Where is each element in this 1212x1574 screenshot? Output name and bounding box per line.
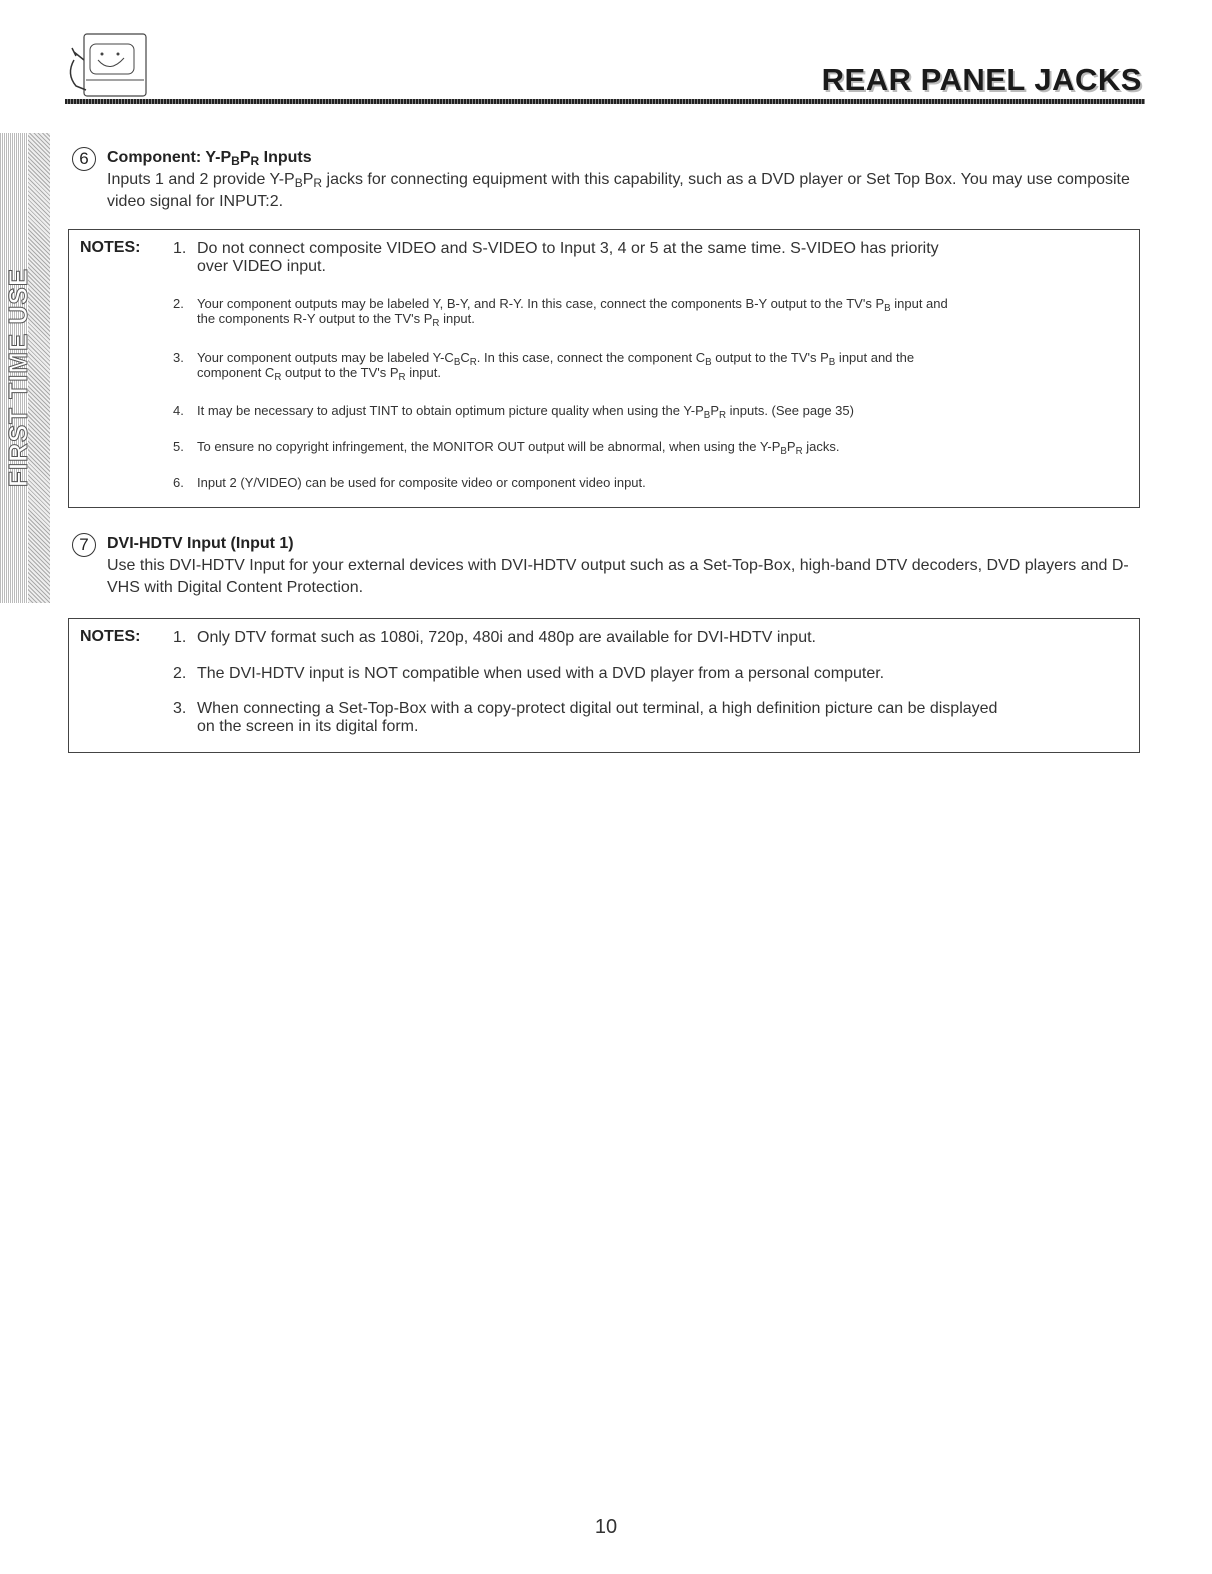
page-number: 10	[594, 1516, 618, 1538]
note-text	[197, 629, 816, 647]
note-item	[173, 439, 1119, 457]
subscript: B	[231, 154, 240, 168]
subscript: B	[884, 303, 891, 314]
note-text	[197, 350, 915, 383]
subscript: R	[795, 446, 803, 457]
notes-box-dvi	[68, 618, 1140, 753]
header-divider	[65, 99, 1145, 104]
note-number: 4.	[173, 403, 184, 418]
text-run: the components R-Y output to the TV's P	[197, 311, 433, 326]
section-number: 7	[72, 533, 96, 557]
note-number: 2.	[173, 665, 187, 682]
section-body	[107, 555, 1152, 599]
text-run: input and the	[835, 350, 915, 365]
notes-box-component	[68, 229, 1140, 508]
note-text	[197, 403, 854, 421]
subscript: B	[703, 410, 711, 421]
text-run: output to the TV's P	[281, 365, 399, 380]
note-item	[173, 296, 1119, 329]
text-run: P	[786, 439, 796, 454]
subscript: R	[718, 410, 727, 421]
subscript: R	[274, 372, 282, 383]
text-run: C	[460, 350, 470, 365]
page-title: REAR PANEL JACKS	[821, 62, 1142, 97]
subscript: R	[398, 372, 406, 383]
text-run: input and	[890, 296, 948, 311]
subscript: R	[469, 357, 477, 368]
text-run: Input 2 (Y/VIDEO) can be used for composite video or component video input.	[197, 475, 646, 490]
note-item	[173, 350, 1119, 383]
text-run: P	[239, 149, 251, 166]
side-tab-label-wrap	[3, 267, 34, 488]
subscript: B	[828, 357, 836, 368]
note-text	[197, 240, 939, 276]
text-run: Your component outputs may be labeled Y, B-Y, and R-Y. In this case, connect the components B-Y output to the TV's P	[197, 296, 885, 311]
section-body	[107, 169, 1152, 213]
text-run: To ensure no copyright infringement, the MONITOR OUT output will be abnormal, when using the Y-P	[197, 439, 781, 454]
text-run: on the screen in its digital form.	[197, 718, 419, 735]
note-number: 1.	[173, 629, 187, 646]
subscript: B	[705, 357, 712, 368]
section-number: 6	[72, 147, 96, 171]
side-tab-label: FIRST TIME USE	[3, 267, 34, 488]
note-item	[173, 240, 1119, 276]
notes-label: NOTES:	[80, 239, 141, 256]
text-run: inputs. (See page 35)	[726, 403, 854, 418]
text-run: output to the TV's P	[711, 350, 829, 365]
section-heading	[107, 147, 1152, 169]
text-run: input.	[405, 365, 441, 380]
notes-label: NOTES:	[80, 628, 141, 645]
text-run: Inputs 1 and 2 provide Y-P	[107, 171, 295, 188]
text-run: When connecting a Set-Top-Box with a copy-protect digital out terminal, a high definition picture can be displayed	[197, 700, 998, 717]
note-item	[173, 403, 1119, 421]
subscript: R	[313, 176, 323, 190]
text-run: input.	[439, 311, 475, 326]
subscript: B	[780, 446, 787, 457]
note-number: 3.	[173, 700, 187, 717]
note-number: 5.	[173, 439, 184, 454]
note-text	[197, 475, 646, 490]
text-run: Your component outputs may be labeled Y-C	[197, 350, 454, 365]
subscript: B	[294, 176, 303, 190]
section-dvi-hdtv-input	[72, 533, 1152, 599]
subscript: R	[250, 154, 260, 168]
note-item	[173, 475, 1119, 490]
text-run: jacks for connecting equipment with this capability, such as a DVD player or Set Top Box. You may use composite video signal for INPUT:2.	[107, 171, 1130, 210]
note-number: 6.	[173, 475, 184, 490]
text-run: component C	[197, 365, 275, 380]
tv-mascot-icon	[62, 30, 148, 98]
text-run: P	[710, 403, 719, 418]
text-run: It may be necessary to adjust TINT to obtain optimum picture quality when using the Y-P	[197, 403, 704, 418]
section-heading	[107, 533, 1152, 555]
note-text	[197, 700, 997, 736]
section-component-inputs	[72, 147, 1152, 213]
text-run: jacks.	[802, 439, 840, 454]
note-number: 3.	[173, 350, 184, 365]
note-item	[173, 629, 1119, 647]
note-text	[197, 665, 884, 683]
note-text	[197, 439, 840, 457]
text-run: The DVI-HDTV input is NOT compatible when used with a DVD player from a personal computer.	[197, 665, 885, 682]
note-number: 2.	[173, 296, 184, 311]
text-run: Use this DVI-HDTV Input for your external devices with DVI-HDTV output such as a Set-Top-Box, high-band DTV decoders, DVD players and D-VHS with Digital Content Protection.	[107, 557, 1129, 596]
text-run: P	[302, 171, 314, 188]
text-run: over VIDEO input.	[197, 258, 326, 275]
text-run: Only DTV format such as 1080i, 720p, 480i and 480p are available for DVI-HDTV input.	[197, 629, 816, 646]
text-run: DVI-HDTV Input (Input 1)	[107, 535, 294, 552]
text-run: . In this case, connect the component C	[476, 350, 706, 365]
subscript: B	[453, 357, 461, 368]
text-run: Component: Y-P	[107, 149, 232, 166]
note-item	[173, 700, 1119, 736]
note-number: 1.	[173, 240, 187, 257]
text-run: Do not connect composite VIDEO and S-VIDEO to Input 3, 4 or 5 at the same time. S-VIDEO has priority	[197, 240, 939, 257]
note-item	[173, 665, 1119, 683]
note-text	[197, 296, 948, 329]
text-run: Inputs	[259, 149, 312, 166]
subscript: R	[432, 318, 440, 329]
